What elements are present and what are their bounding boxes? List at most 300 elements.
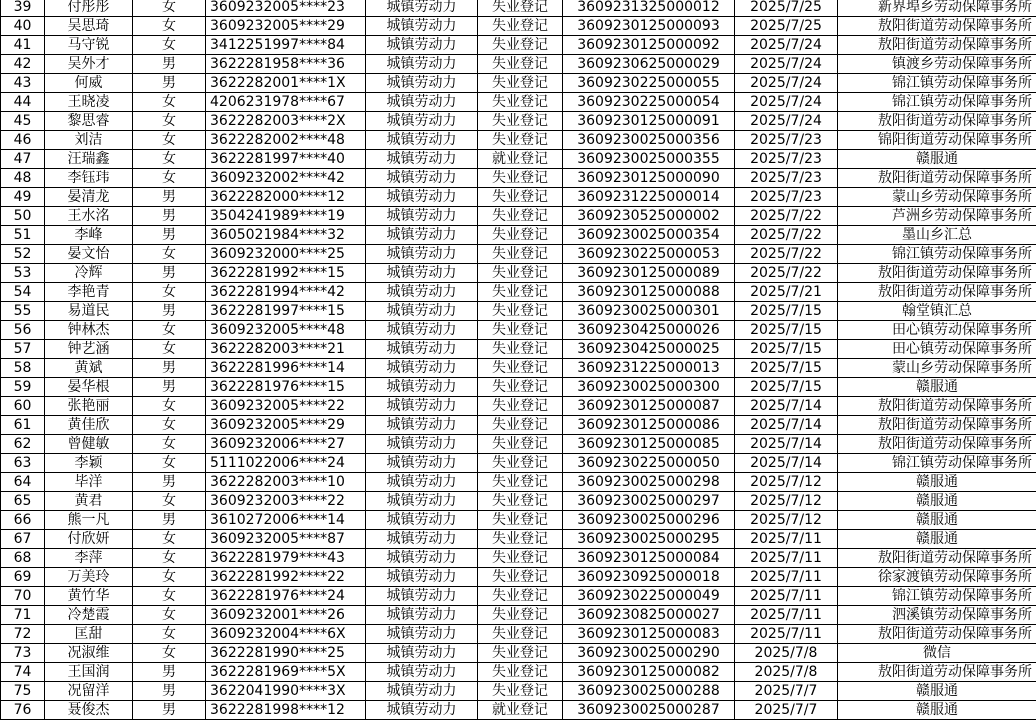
gender-cell[interactable]: 女: [133, 245, 206, 264]
row-number-cell[interactable]: 52: [1, 245, 45, 264]
date-cell[interactable]: 2025/7/12: [735, 492, 838, 511]
gender-cell[interactable]: 女: [133, 568, 206, 587]
table-row[interactable]: [1, 359, 1036, 378]
id-number-cell[interactable]: 3622282003****10: [206, 473, 366, 492]
name-cell[interactable]: 李钰玮: [45, 169, 133, 188]
office-cell[interactable]: 镇渡乡劳动保障事务所: [838, 55, 1036, 74]
office-cell[interactable]: 赣服通: [838, 682, 1036, 701]
labor-type-cell[interactable]: 城镇劳动力: [366, 131, 478, 150]
name-cell[interactable]: 王国润: [45, 663, 133, 682]
name-cell[interactable]: 黄君: [45, 492, 133, 511]
row-number-cell[interactable]: 53: [1, 264, 45, 283]
gender-cell[interactable]: 女: [133, 549, 206, 568]
labor-type-cell[interactable]: 城镇劳动力: [366, 492, 478, 511]
table-row[interactable]: [1, 17, 1036, 36]
registration-code-cell[interactable]: 3609230125000091: [563, 112, 735, 131]
office-cell[interactable]: 墨山乡汇总: [838, 226, 1036, 245]
id-number-cell[interactable]: 3609232006****27: [206, 435, 366, 454]
date-cell[interactable]: 2025/7/14: [735, 397, 838, 416]
registration-code-cell[interactable]: 3609230425000026: [563, 321, 735, 340]
id-number-cell[interactable]: 3609232000****25: [206, 245, 366, 264]
table-row[interactable]: [1, 169, 1036, 188]
table-row[interactable]: [1, 150, 1036, 169]
registration-code-cell[interactable]: 3609230125000092: [563, 36, 735, 55]
registration-code-cell[interactable]: 3609230025000287: [563, 701, 735, 720]
registration-status-cell[interactable]: 就业登记: [478, 701, 563, 720]
labor-type-cell[interactable]: 城镇劳动力: [366, 416, 478, 435]
registration-status-cell[interactable]: 失业登记: [478, 74, 563, 93]
name-cell[interactable]: 李颖: [45, 454, 133, 473]
registration-code-cell[interactable]: 3609230025000288: [563, 682, 735, 701]
id-number-cell[interactable]: 4206231978****67: [206, 93, 366, 112]
table-row[interactable]: [1, 378, 1036, 397]
labor-type-cell[interactable]: 城镇劳动力: [366, 340, 478, 359]
row-number-cell[interactable]: 64: [1, 473, 45, 492]
name-cell[interactable]: 黎思睿: [45, 112, 133, 131]
date-cell[interactable]: 2025/7/23: [735, 169, 838, 188]
name-cell[interactable]: 曾健敏: [45, 435, 133, 454]
row-number-cell[interactable]: 47: [1, 150, 45, 169]
gender-cell[interactable]: 男: [133, 511, 206, 530]
registration-status-cell[interactable]: 失业登记: [478, 245, 563, 264]
id-number-cell[interactable]: 3622281998****12: [206, 701, 366, 720]
labor-type-cell[interactable]: 城镇劳动力: [366, 245, 478, 264]
row-number-cell[interactable]: 56: [1, 321, 45, 340]
table-row[interactable]: [1, 625, 1036, 644]
labor-type-cell[interactable]: 城镇劳动力: [366, 0, 478, 17]
table-row[interactable]: [1, 606, 1036, 625]
office-cell[interactable]: 徐家渡镇劳动保障事务所: [838, 568, 1036, 587]
row-number-cell[interactable]: 44: [1, 93, 45, 112]
gender-cell[interactable]: 男: [133, 701, 206, 720]
row-number-cell[interactable]: 70: [1, 587, 45, 606]
name-cell[interactable]: 李峰: [45, 226, 133, 245]
labor-type-cell[interactable]: 城镇劳动力: [366, 283, 478, 302]
registration-code-cell[interactable]: 3609230525000002: [563, 207, 735, 226]
labor-type-cell[interactable]: 城镇劳动力: [366, 93, 478, 112]
office-cell[interactable]: 锦江镇劳动保障事务所: [838, 454, 1036, 473]
name-cell[interactable]: 王水洺: [45, 207, 133, 226]
labor-type-cell[interactable]: 城镇劳动力: [366, 226, 478, 245]
name-cell[interactable]: 况留洋: [45, 682, 133, 701]
registration-code-cell[interactable]: 3609230025000355: [563, 150, 735, 169]
registration-status-cell[interactable]: 失业登记: [478, 435, 563, 454]
date-cell[interactable]: 2025/7/14: [735, 454, 838, 473]
registration-status-cell[interactable]: 失业登记: [478, 530, 563, 549]
labor-type-cell[interactable]: 城镇劳动力: [366, 511, 478, 530]
row-number-cell[interactable]: 41: [1, 36, 45, 55]
labor-type-cell[interactable]: 城镇劳动力: [366, 701, 478, 720]
id-number-cell[interactable]: 3622282000****12: [206, 188, 366, 207]
registration-status-cell[interactable]: 失业登记: [478, 302, 563, 321]
id-number-cell[interactable]: 3622281997****15: [206, 302, 366, 321]
registration-status-cell[interactable]: 失业登记: [478, 473, 563, 492]
registration-status-cell[interactable]: 失业登记: [478, 0, 563, 17]
date-cell[interactable]: 2025/7/24: [735, 36, 838, 55]
row-number-cell[interactable]: 60: [1, 397, 45, 416]
table-row[interactable]: [1, 530, 1036, 549]
office-cell[interactable]: 蒙山乡劳动保障事务所: [838, 188, 1036, 207]
id-number-cell[interactable]: 3609232005****87: [206, 530, 366, 549]
registration-code-cell[interactable]: 3609230025000301: [563, 302, 735, 321]
office-cell[interactable]: 敖阳街道劳动保障事务所: [838, 397, 1036, 416]
registration-status-cell[interactable]: 失业登记: [478, 321, 563, 340]
registration-code-cell[interactable]: 3609231225000013: [563, 359, 735, 378]
row-number-cell[interactable]: 62: [1, 435, 45, 454]
row-number-cell[interactable]: 67: [1, 530, 45, 549]
gender-cell[interactable]: 男: [133, 682, 206, 701]
labor-type-cell[interactable]: 城镇劳动力: [366, 625, 478, 644]
id-number-cell[interactable]: 3622282003****2X: [206, 112, 366, 131]
gender-cell[interactable]: 男: [133, 188, 206, 207]
office-cell[interactable]: 赣服通: [838, 530, 1036, 549]
date-cell[interactable]: 2025/7/12: [735, 473, 838, 492]
labor-type-cell[interactable]: 城镇劳动力: [366, 169, 478, 188]
registration-code-cell[interactable]: 3609230025000356: [563, 131, 735, 150]
date-cell[interactable]: 2025/7/23: [735, 150, 838, 169]
office-cell[interactable]: 锦阳街道劳动保障事务所: [838, 131, 1036, 150]
registration-status-cell[interactable]: 失业登记: [478, 359, 563, 378]
row-number-cell[interactable]: 48: [1, 169, 45, 188]
gender-cell[interactable]: 女: [133, 321, 206, 340]
registration-status-cell[interactable]: 失业登记: [478, 625, 563, 644]
office-cell[interactable]: 赣服通: [838, 150, 1036, 169]
name-cell[interactable]: 吴外才: [45, 55, 133, 74]
date-cell[interactable]: 2025/7/7: [735, 701, 838, 720]
registration-status-cell[interactable]: 失业登记: [478, 131, 563, 150]
row-number-cell[interactable]: 49: [1, 188, 45, 207]
id-number-cell[interactable]: 3622281976****15: [206, 378, 366, 397]
name-cell[interactable]: 李萍: [45, 549, 133, 568]
id-number-cell[interactable]: 3622281976****24: [206, 587, 366, 606]
date-cell[interactable]: 2025/7/11: [735, 587, 838, 606]
id-number-cell[interactable]: 3622281996****14: [206, 359, 366, 378]
labor-type-cell[interactable]: 城镇劳动力: [366, 302, 478, 321]
office-cell[interactable]: 田心镇劳动保障事务所: [838, 340, 1036, 359]
row-number-cell[interactable]: 39: [1, 0, 45, 17]
registration-status-cell[interactable]: 失业登记: [478, 93, 563, 112]
office-cell[interactable]: 敖阳街道劳动保障事务所: [838, 283, 1036, 302]
date-cell[interactable]: 2025/7/11: [735, 625, 838, 644]
row-number-cell[interactable]: 61: [1, 416, 45, 435]
id-number-cell[interactable]: 3412251997****84: [206, 36, 366, 55]
table-row[interactable]: [1, 302, 1036, 321]
gender-cell[interactable]: 男: [133, 302, 206, 321]
id-number-cell[interactable]: 3605021984****32: [206, 226, 366, 245]
registration-status-cell[interactable]: 失业登记: [478, 55, 563, 74]
registration-code-cell[interactable]: 3609231325000012: [563, 0, 735, 17]
gender-cell[interactable]: 女: [133, 587, 206, 606]
registration-status-cell[interactable]: 失业登记: [478, 454, 563, 473]
labor-type-cell[interactable]: 城镇劳动力: [366, 264, 478, 283]
gender-cell[interactable]: 女: [133, 283, 206, 302]
labor-type-cell[interactable]: 城镇劳动力: [366, 397, 478, 416]
table-row[interactable]: [1, 663, 1036, 682]
registration-code-cell[interactable]: 3609230125000090: [563, 169, 735, 188]
id-number-cell[interactable]: 3622281990****25: [206, 644, 366, 663]
labor-type-cell[interactable]: 城镇劳动力: [366, 359, 478, 378]
gender-cell[interactable]: 男: [133, 207, 206, 226]
registration-code-cell[interactable]: 3609230125000082: [563, 663, 735, 682]
office-cell[interactable]: 敖阳街道劳动保障事务所: [838, 17, 1036, 36]
office-cell[interactable]: 敖阳街道劳动保障事务所: [838, 625, 1036, 644]
id-number-cell[interactable]: 3609232003****22: [206, 492, 366, 511]
table-row[interactable]: [1, 568, 1036, 587]
name-cell[interactable]: 张艳丽: [45, 397, 133, 416]
registration-code-cell[interactable]: 3609230025000295: [563, 530, 735, 549]
labor-type-cell[interactable]: 城镇劳动力: [366, 606, 478, 625]
registration-status-cell[interactable]: 失业登记: [478, 340, 563, 359]
labor-type-cell[interactable]: 城镇劳动力: [366, 74, 478, 93]
name-cell[interactable]: 冷辉: [45, 264, 133, 283]
row-number-cell[interactable]: 43: [1, 74, 45, 93]
registration-code-cell[interactable]: 3609230125000086: [563, 416, 735, 435]
name-cell[interactable]: 晏清龙: [45, 188, 133, 207]
gender-cell[interactable]: 女: [133, 606, 206, 625]
table-row[interactable]: [1, 112, 1036, 131]
gender-cell[interactable]: 女: [133, 169, 206, 188]
registration-code-cell[interactable]: 3609230125000085: [563, 435, 735, 454]
row-number-cell[interactable]: 42: [1, 55, 45, 74]
office-cell[interactable]: 泗溪镇劳动保障事务所: [838, 606, 1036, 625]
registration-status-cell[interactable]: 失业登记: [478, 226, 563, 245]
table-row[interactable]: [1, 587, 1036, 606]
id-number-cell[interactable]: 3622281992****15: [206, 264, 366, 283]
id-number-cell[interactable]: 3609232001****26: [206, 606, 366, 625]
gender-cell[interactable]: 男: [133, 378, 206, 397]
registration-status-cell[interactable]: 失业登记: [478, 606, 563, 625]
row-number-cell[interactable]: 75: [1, 682, 45, 701]
row-number-cell[interactable]: 66: [1, 511, 45, 530]
date-cell[interactable]: 2025/7/14: [735, 416, 838, 435]
gender-cell[interactable]: 女: [133, 93, 206, 112]
labor-type-cell[interactable]: 城镇劳动力: [366, 682, 478, 701]
gender-cell[interactable]: 男: [133, 74, 206, 93]
date-cell[interactable]: 2025/7/12: [735, 511, 838, 530]
name-cell[interactable]: 熊一凡: [45, 511, 133, 530]
table-row[interactable]: [1, 435, 1036, 454]
table-row[interactable]: [1, 283, 1036, 302]
name-cell[interactable]: 匡甜: [45, 625, 133, 644]
name-cell[interactable]: 况淑维: [45, 644, 133, 663]
office-cell[interactable]: 赣服通: [838, 473, 1036, 492]
registration-code-cell[interactable]: 3609230125000083: [563, 625, 735, 644]
registration-status-cell[interactable]: 失业登记: [478, 36, 563, 55]
labor-type-cell[interactable]: 城镇劳动力: [366, 378, 478, 397]
gender-cell[interactable]: 男: [133, 663, 206, 682]
labor-type-cell[interactable]: 城镇劳动力: [366, 321, 478, 340]
row-number-cell[interactable]: 54: [1, 283, 45, 302]
gender-cell[interactable]: 女: [133, 150, 206, 169]
date-cell[interactable]: 2025/7/15: [735, 378, 838, 397]
id-number-cell[interactable]: 3609232005****29: [206, 416, 366, 435]
registration-status-cell[interactable]: 失业登记: [478, 283, 563, 302]
table-row[interactable]: [1, 492, 1036, 511]
date-cell[interactable]: 2025/7/11: [735, 568, 838, 587]
table-row[interactable]: [1, 226, 1036, 245]
date-cell[interactable]: 2025/7/25: [735, 17, 838, 36]
table-row[interactable]: [1, 701, 1036, 720]
row-number-cell[interactable]: 69: [1, 568, 45, 587]
gender-cell[interactable]: 女: [133, 131, 206, 150]
labor-type-cell[interactable]: 城镇劳动力: [366, 530, 478, 549]
gender-cell[interactable]: 女: [133, 397, 206, 416]
row-number-cell[interactable]: 71: [1, 606, 45, 625]
labor-type-cell[interactable]: 城镇劳动力: [366, 663, 478, 682]
row-number-cell[interactable]: 57: [1, 340, 45, 359]
registration-status-cell[interactable]: 失业登记: [478, 587, 563, 606]
registration-status-cell[interactable]: 失业登记: [478, 207, 563, 226]
registration-status-cell[interactable]: 失业登记: [478, 188, 563, 207]
table-row[interactable]: [1, 644, 1036, 663]
labor-type-cell[interactable]: 城镇劳动力: [366, 150, 478, 169]
registration-code-cell[interactable]: 3609230025000290: [563, 644, 735, 663]
id-number-cell[interactable]: 3622281994****42: [206, 283, 366, 302]
row-number-cell[interactable]: 46: [1, 131, 45, 150]
registration-code-cell[interactable]: 3609230225000053: [563, 245, 735, 264]
table-row[interactable]: [1, 473, 1036, 492]
date-cell[interactable]: 2025/7/11: [735, 530, 838, 549]
date-cell[interactable]: 2025/7/11: [735, 549, 838, 568]
registration-code-cell[interactable]: 3609230825000027: [563, 606, 735, 625]
row-number-cell[interactable]: 73: [1, 644, 45, 663]
gender-cell[interactable]: 女: [133, 112, 206, 131]
table-row[interactable]: [1, 36, 1036, 55]
id-number-cell[interactable]: 3609232005****22: [206, 397, 366, 416]
table-row[interactable]: [1, 264, 1036, 283]
office-cell[interactable]: 芦洲乡劳动保障事务所: [838, 207, 1036, 226]
office-cell[interactable]: 微信: [838, 644, 1036, 663]
registration-status-cell[interactable]: 就业登记: [478, 150, 563, 169]
date-cell[interactable]: 2025/7/24: [735, 93, 838, 112]
date-cell[interactable]: 2025/7/23: [735, 131, 838, 150]
labor-type-cell[interactable]: 城镇劳动力: [366, 207, 478, 226]
name-cell[interactable]: 聂俊杰: [45, 701, 133, 720]
office-cell[interactable]: 赣服通: [838, 511, 1036, 530]
registration-status-cell[interactable]: 失业登记: [478, 169, 563, 188]
name-cell[interactable]: 易道民: [45, 302, 133, 321]
table-row[interactable]: [1, 131, 1036, 150]
registration-status-cell[interactable]: 失业登记: [478, 568, 563, 587]
registration-code-cell[interactable]: 3609230125000089: [563, 264, 735, 283]
gender-cell[interactable]: 女: [133, 340, 206, 359]
row-number-cell[interactable]: 65: [1, 492, 45, 511]
office-cell[interactable]: 锦江镇劳动保障事务所: [838, 245, 1036, 264]
registration-status-cell[interactable]: 失业登记: [478, 644, 563, 663]
id-number-cell[interactable]: 3610272006****14: [206, 511, 366, 530]
office-cell[interactable]: 翰堂镇汇总: [838, 302, 1036, 321]
registration-status-cell[interactable]: 失业登记: [478, 378, 563, 397]
gender-cell[interactable]: 女: [133, 17, 206, 36]
table-row[interactable]: [1, 74, 1036, 93]
table-row[interactable]: [1, 340, 1036, 359]
gender-cell[interactable]: 女: [133, 530, 206, 549]
gender-cell[interactable]: 女: [133, 36, 206, 55]
id-number-cell[interactable]: 3609232005****29: [206, 17, 366, 36]
registration-code-cell[interactable]: 3609230025000298: [563, 473, 735, 492]
name-cell[interactable]: 钟艺涵: [45, 340, 133, 359]
registration-status-cell[interactable]: 失业登记: [478, 549, 563, 568]
table-row[interactable]: [1, 416, 1036, 435]
table-row[interactable]: [1, 511, 1036, 530]
office-cell[interactable]: 锦江镇劳动保障事务所: [838, 93, 1036, 112]
registration-code-cell[interactable]: 3609231225000014: [563, 188, 735, 207]
date-cell[interactable]: 2025/7/22: [735, 226, 838, 245]
table-row[interactable]: [1, 321, 1036, 340]
date-cell[interactable]: 2025/7/21: [735, 283, 838, 302]
table-row[interactable]: [1, 0, 1036, 17]
registration-status-cell[interactable]: 失业登记: [478, 511, 563, 530]
labor-type-cell[interactable]: 城镇劳动力: [366, 112, 478, 131]
gender-cell[interactable]: 男: [133, 226, 206, 245]
table-row[interactable]: [1, 549, 1036, 568]
id-number-cell[interactable]: 3609232005****23: [206, 0, 366, 17]
registration-status-cell[interactable]: 失业登记: [478, 397, 563, 416]
date-cell[interactable]: 2025/7/24: [735, 55, 838, 74]
gender-cell[interactable]: 女: [133, 454, 206, 473]
row-number-cell[interactable]: 50: [1, 207, 45, 226]
table-row[interactable]: [1, 245, 1036, 264]
labor-type-cell[interactable]: 城镇劳动力: [366, 36, 478, 55]
date-cell[interactable]: 2025/7/7: [735, 682, 838, 701]
id-number-cell[interactable]: 3622282003****21: [206, 340, 366, 359]
office-cell[interactable]: 敖阳街道劳动保障事务所: [838, 264, 1036, 283]
row-number-cell[interactable]: 59: [1, 378, 45, 397]
row-number-cell[interactable]: 40: [1, 17, 45, 36]
table-row[interactable]: [1, 55, 1036, 74]
labor-type-cell[interactable]: 城镇劳动力: [366, 549, 478, 568]
id-number-cell[interactable]: 3609232005****48: [206, 321, 366, 340]
name-cell[interactable]: 何威: [45, 74, 133, 93]
office-cell[interactable]: 蒙山乡劳动保障事务所: [838, 359, 1036, 378]
registration-code-cell[interactable]: 3609230125000084: [563, 549, 735, 568]
registration-code-cell[interactable]: 3609230025000300: [563, 378, 735, 397]
name-cell[interactable]: 毕洋: [45, 473, 133, 492]
name-cell[interactable]: 万美玲: [45, 568, 133, 587]
table-row[interactable]: [1, 93, 1036, 112]
gender-cell[interactable]: 女: [133, 625, 206, 644]
labor-type-cell[interactable]: 城镇劳动力: [366, 435, 478, 454]
name-cell[interactable]: 晏华根: [45, 378, 133, 397]
name-cell[interactable]: 晏文怡: [45, 245, 133, 264]
registration-status-cell[interactable]: 失业登记: [478, 264, 563, 283]
date-cell[interactable]: 2025/7/15: [735, 321, 838, 340]
registration-code-cell[interactable]: 3609230125000093: [563, 17, 735, 36]
row-number-cell[interactable]: 55: [1, 302, 45, 321]
id-number-cell[interactable]: 3622281958****36: [206, 55, 366, 74]
office-cell[interactable]: 敖阳街道劳动保障事务所: [838, 36, 1036, 55]
table-row[interactable]: [1, 207, 1036, 226]
registration-code-cell[interactable]: 3609230225000050: [563, 454, 735, 473]
registration-status-cell[interactable]: 失业登记: [478, 682, 563, 701]
date-cell[interactable]: 2025/7/24: [735, 74, 838, 93]
registration-status-cell[interactable]: 失业登记: [478, 663, 563, 682]
registration-code-cell[interactable]: 3609230225000055: [563, 74, 735, 93]
date-cell[interactable]: 2025/7/24: [735, 112, 838, 131]
registration-code-cell[interactable]: 3609230025000296: [563, 511, 735, 530]
id-number-cell[interactable]: 3622281992****22: [206, 568, 366, 587]
id-number-cell[interactable]: 3622041990****3X: [206, 682, 366, 701]
row-number-cell[interactable]: 68: [1, 549, 45, 568]
id-number-cell[interactable]: 3622281997****40: [206, 150, 366, 169]
office-cell[interactable]: 敖阳街道劳动保障事务所: [838, 169, 1036, 188]
office-cell[interactable]: 赣服通: [838, 492, 1036, 511]
registration-status-cell[interactable]: 失业登记: [478, 17, 563, 36]
gender-cell[interactable]: 男: [133, 359, 206, 378]
registration-code-cell[interactable]: 3609230625000029: [563, 55, 735, 74]
row-number-cell[interactable]: 72: [1, 625, 45, 644]
table-row[interactable]: [1, 454, 1036, 473]
